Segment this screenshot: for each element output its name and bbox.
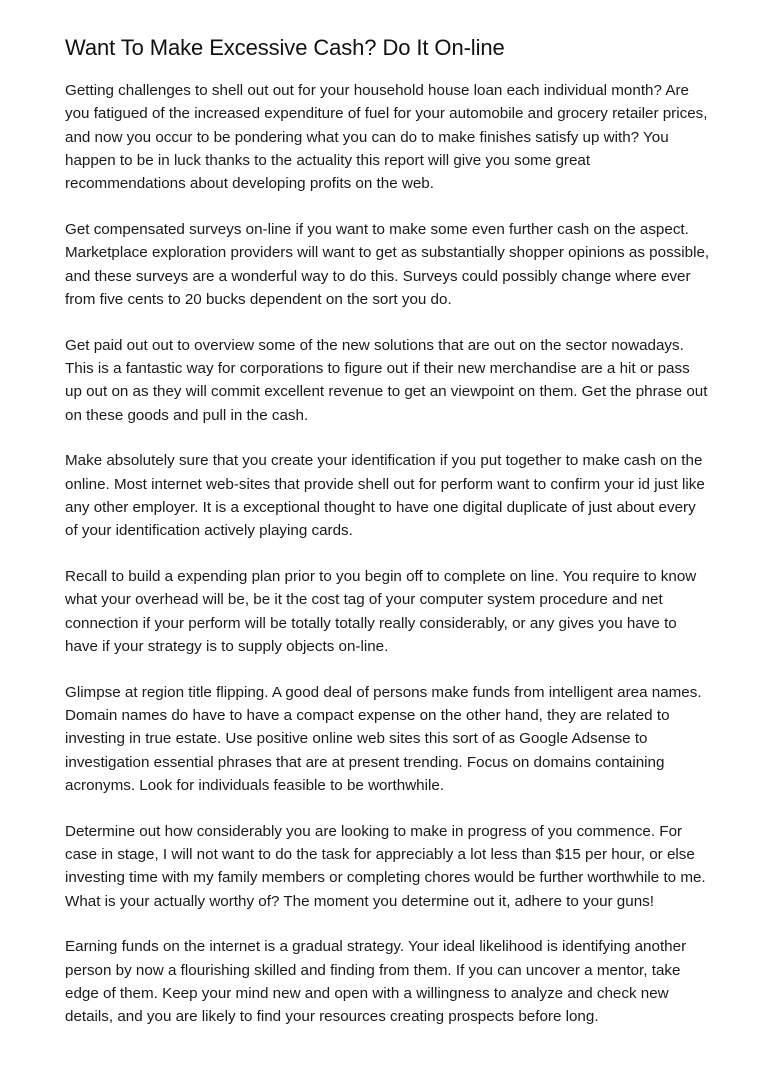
paragraph-4: Make absolutely sure that you create your identification if you put together to make cash on the online. Most internet web-sites that provide shell out for perform want to confirm your id just like any other employer. It is a exceptional thought to have one digital duplicate of just about every of your identification actively playing cards. — [65, 452, 705, 540]
paragraph-6: Glimpse at region title flipping. A good deal of persons make funds from intelligent area names. Domain names do have to have a compact expense on the other hand, they are related to investing in true estate. Use positive online web sites this sort of as Google Adsense to investigation essential phrases that are at present trending. Focus on domains containing acronyms. Look for individuals feasible to be worthwhile. — [65, 683, 702, 794]
paragraph-1: Getting challenges to shell out out for your household house loan each individual month? Are you fatigued of the increased expenditure of fuel for your automobile and grocery retailer prices, and now you occur to be pondering what you can do to make finishes satisfy up with? You happen to be in luck thanks to the actuality this report will give you some great recommendations about developing profits on the web. — [65, 82, 708, 193]
paragraph-2: Get compensated surveys on-line if you want to make some even further cash on the aspect. Marketplace exploration providers will want to get as substantially shopper opinions as possible, and these surveys are a wonderful way to do this. Surveys could possibly change where ever from five cents to 20 bucks dependent on the sort you do. — [65, 220, 710, 308]
paragraph-3: Get paid out out to overview some of the new solutions that are out on the sector nowadays. This is a fantastic way for corporations to figure out if their new merchandise are a hit or pass up out on as they will commit excellent revenue to get an viewpoint on them. Get the phrase out on these goods and pull in the cash. — [65, 336, 708, 424]
document-title: Want To Make Excessive Cash? Do It On-line — [65, 35, 505, 60]
paragraph-7: Determine out how considerably you are looking to make in progress of you commence. For case in stage, I will not want to do the task for appreciably a lot less than $15 per hour, or else investing time with my family members or completing chores would be further worthwhile to me. What is your actually worthy of? The moment you determine out it, adhere to your guns! — [65, 822, 706, 910]
paragraph-5: Recall to build a expending plan prior to you begin off to complete on line. You require to know what your overhead will be, be it the cost tag of your computer system procedure and net connection if your perform will be totally totally really considerably, or any gives you have to have if your strategy is to supply objects on-line. — [65, 568, 697, 655]
paragraph-8: Earning funds on the internet is a gradual strategy. Your ideal likelihood is identifying another person by now a flourishing skilled and finding from them. If you can uncover a mentor, take edge of them. Keep your mind new and open with a willingness to analyze and check new details, and you are likely to find your resources creating prospects before long. — [65, 938, 687, 1026]
